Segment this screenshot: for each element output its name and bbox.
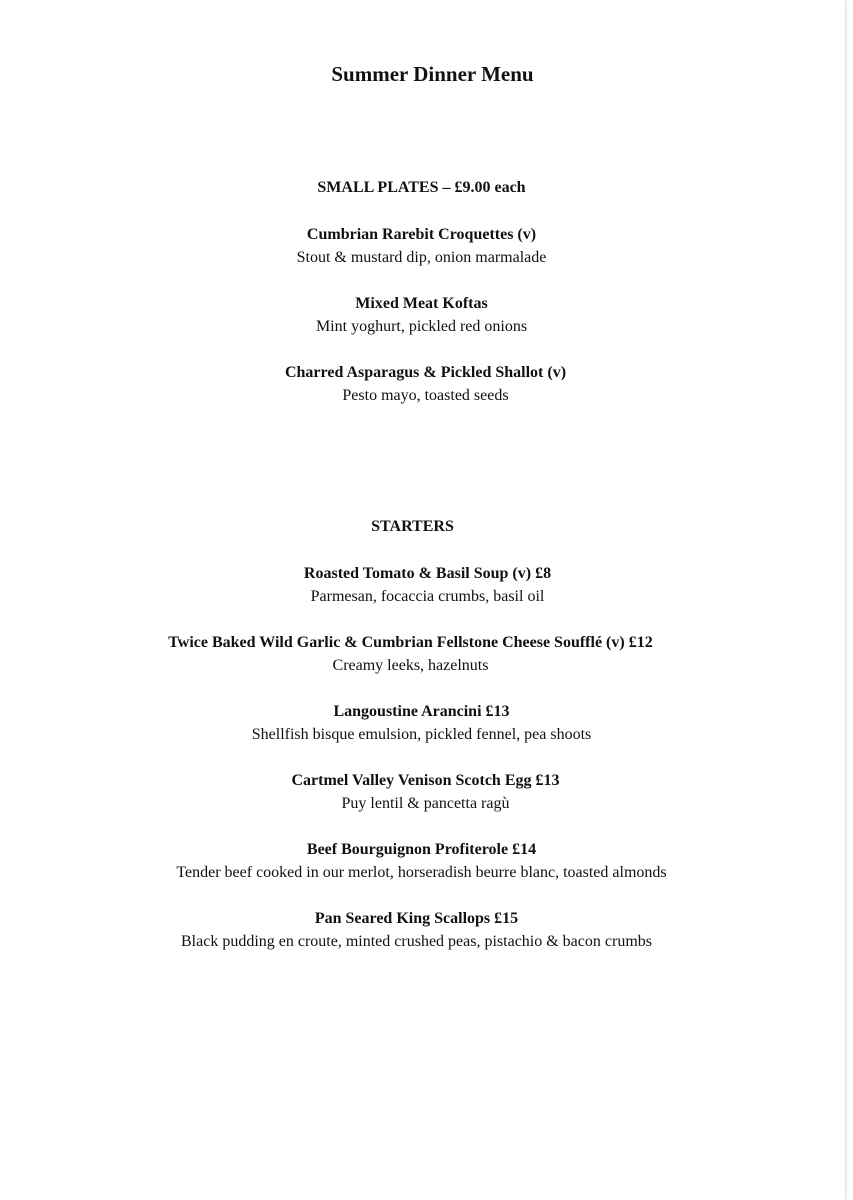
dish-description: Shellfish bisque emulsion, pickled fennel, pea shoots: [251, 726, 592, 743]
dish-description: Black pudding en croute, minted crushed peas, pistachio & bacon crumbs: [181, 933, 652, 950]
dish-name: Cumbrian Rarebit Croquettes (v): [306, 226, 537, 243]
dish-description: Stout & mustard dip, onion marmalade: [296, 249, 547, 266]
dish-description: Tender beef cooked in our merlot, horseradish beurre blanc, toasted almonds: [176, 864, 667, 881]
dish-item: [5, 562, 850, 608]
starters-section: [0, 515, 845, 976]
dish-name: Charred Asparagus & Pickled Shallot (v): [284, 364, 567, 381]
dish-name: Roasted Tomato & Basil Soup (v) £8: [303, 565, 552, 582]
dish-item: [0, 631, 833, 677]
dish-item: [3, 769, 848, 815]
dish-name: Langoustine Arancini £13: [333, 703, 510, 720]
dish-description: Mint yoghurt, pickled red onions: [315, 318, 528, 335]
small-plates-heading: SMALL PLATES – £9.00 each: [317, 179, 526, 196]
dish-description: Parmesan, focaccia crumbs, basil oil: [310, 588, 545, 605]
dish-name: Cartmel Valley Venison Scotch Egg £13: [291, 772, 560, 789]
starters-heading: STARTERS: [371, 518, 454, 535]
dish-item: [3, 361, 848, 407]
dish-item: [0, 292, 844, 338]
dish-name: Pan Seared King Scallops £15: [314, 910, 519, 927]
menu-title: Summer Dinner Menu: [331, 62, 534, 86]
small-plates-section: [0, 176, 845, 430]
dish-name: Mixed Meat Koftas: [355, 295, 488, 312]
dish-item: [0, 907, 839, 953]
dish-item: [0, 223, 844, 269]
dish-item: [0, 700, 844, 746]
dish-name: Twice Baked Wild Garlic & Cumbrian Fellstone Cheese Soufflé (v) £12: [168, 634, 653, 651]
dish-name: Beef Bourguignon Profiterole £14: [306, 841, 537, 858]
dish-description: Puy lentil & pancetta ragù: [341, 795, 510, 812]
dish-item: [0, 838, 844, 884]
dish-description: Creamy leeks, hazelnuts: [332, 657, 489, 674]
dish-description: Pesto mayo, toasted seeds: [342, 387, 509, 404]
